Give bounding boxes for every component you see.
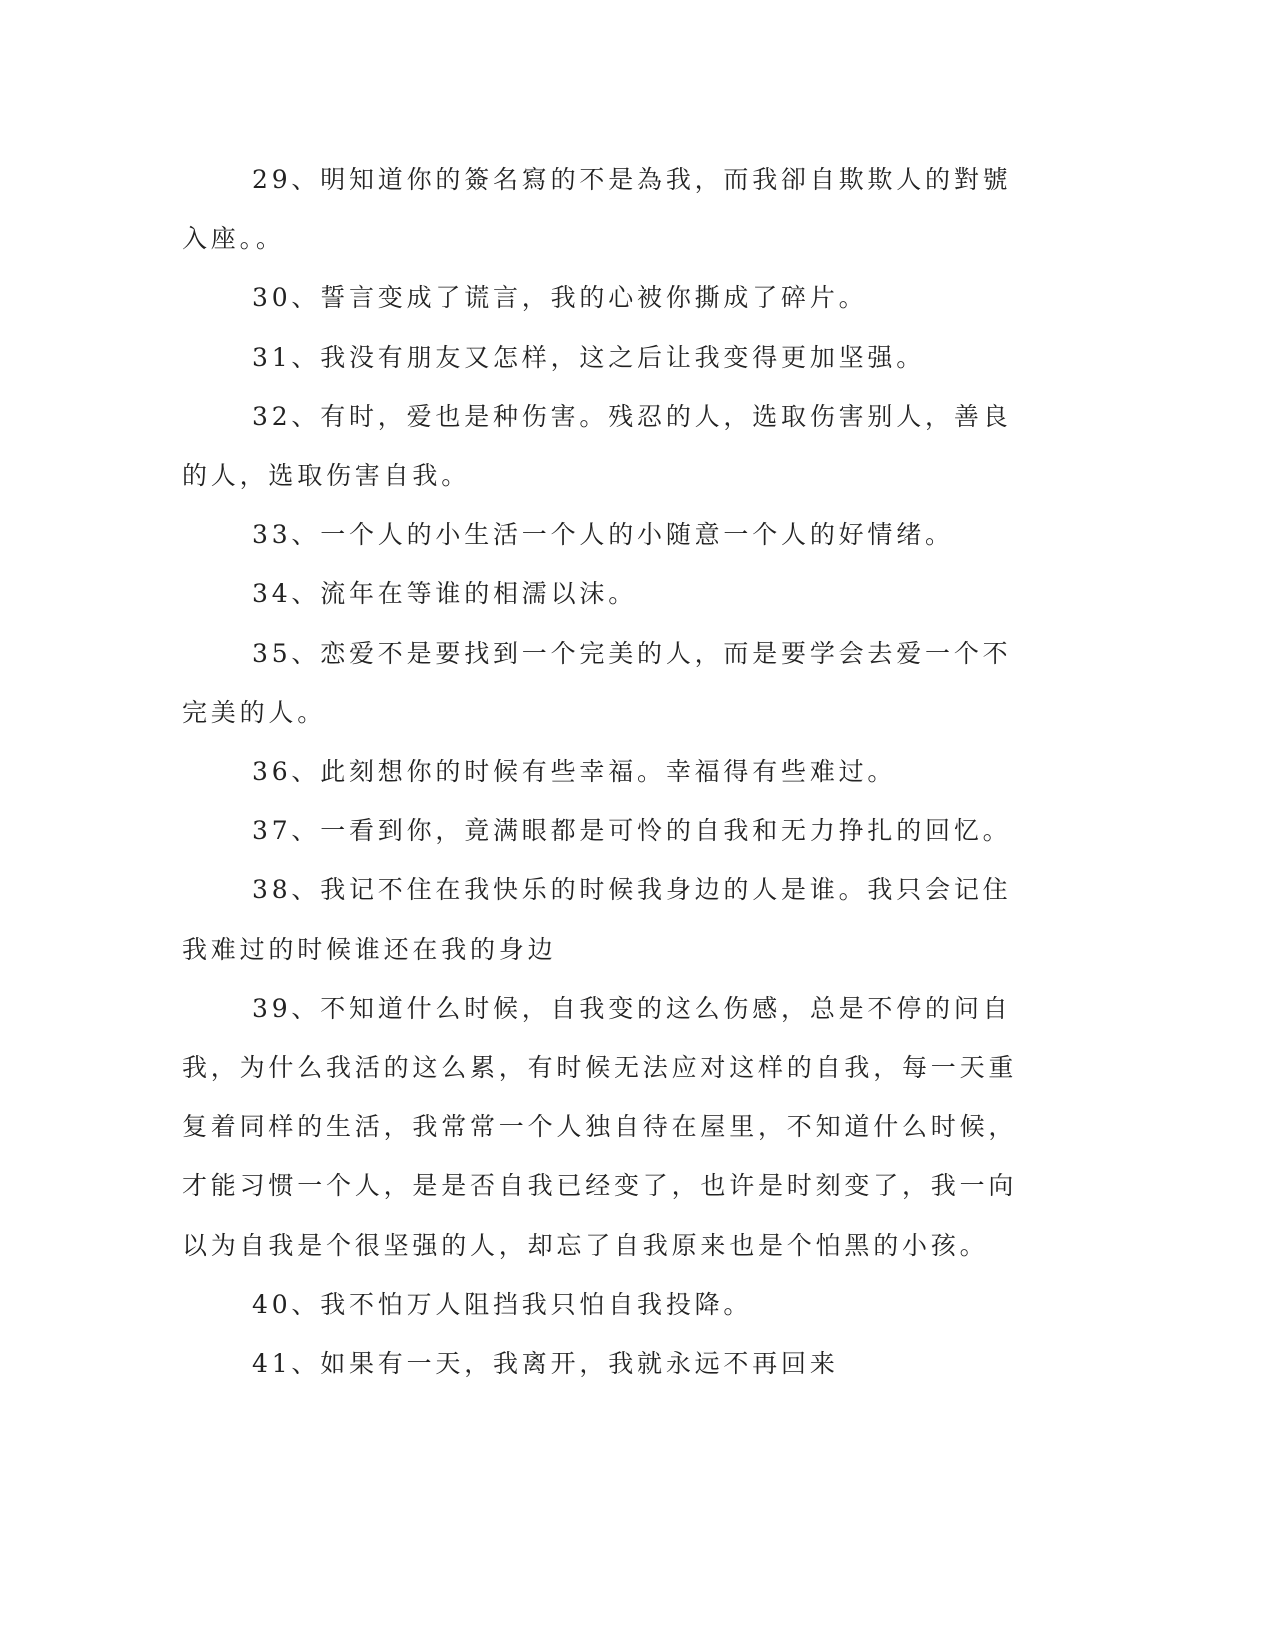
paragraph-35: 35、恋爱不是要找到一个完美的人，而是要学会去爱一个不完美的人。 xyxy=(182,638,1012,727)
paragraph-40: 40、我不怕万人阻挡我只怕自我投降。 xyxy=(252,1289,753,1319)
paragraph-31: 31、我没有朋友又怎样，这之后让我变得更加坚强。 xyxy=(252,342,926,372)
paragraph-34: 34、流年在等谁的相濡以沫。 xyxy=(252,579,638,609)
paragraph-38: 38、我记不住在我快乐的时候我身边的人是谁。我只会记住我难过的时候谁还在我的身边 xyxy=(182,875,1012,964)
paragraph-30: 30、誓言变成了谎言，我的心被你撕成了碎片。 xyxy=(252,283,868,313)
document-body xyxy=(182,150,1032,1393)
paragraph-36: 36、此刻想你的时候有些幸福。幸福得有些难过。 xyxy=(252,757,897,787)
paragraph-37: 37、一看到你，竟满眼都是可怜的自我和无力挣扎的回忆。 xyxy=(252,816,1012,846)
paragraph-29: 29、明知道你的簽名寫的不是為我，而我卻自欺欺人的對號入座。。 xyxy=(182,165,1012,254)
paragraph-39: 39、不知道什么时候，自我变的这么伤感，总是不停的问自我，为什么我活的这么累，有时候无法应对这样的自我，每一天重复着同样的生活，我常常一个人独自待在屋里，不知道什么时候，才能习惯一个人，是是否自我已经变了，也许是时刻变了，我一向以为自我是个很坚强的人，却忘了自我原来也是个怕黑的小孩。 xyxy=(182,993,1018,1260)
paragraph-41: 41、如果有一天，我离开，我就永远不再回来 xyxy=(252,1349,839,1379)
paragraph-32: 32、有时，爱也是种伤害。残忍的人，选取伤害别人，善良的人，选取伤害自我。 xyxy=(182,401,1012,491)
paragraph-33: 33、一个人的小生活一个人的小随意一个人的好情绪。 xyxy=(252,520,954,550)
